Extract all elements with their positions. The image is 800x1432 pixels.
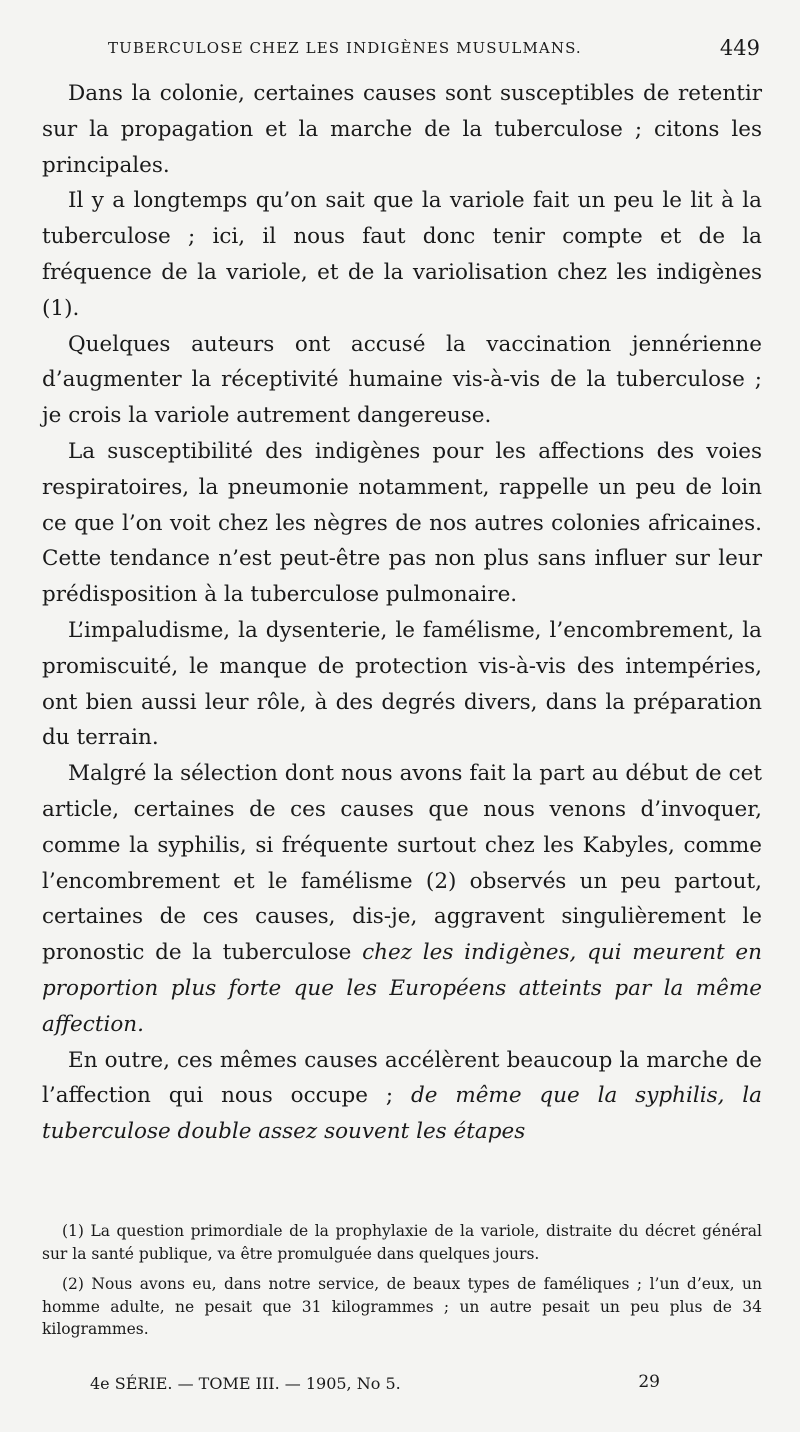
paragraph-1-text: Dans la colonie, certaines causes sont susceptibles de retentir sur la propagation et la marche de la tuberculose ; citons les principales. — [42, 81, 762, 178]
paragraph-2 — [42, 183, 762, 326]
paragraph-3-text: Quelques auteurs ont accusé la vaccination jennérienne d’augmenter la réceptivité humaine vis-à-vis de la tuberculose ; je crois la variole autrement dangereuse. — [42, 331, 762, 429]
body-text — [42, 76, 762, 1150]
paragraph-4 — [42, 434, 762, 613]
paragraph-6-text: Malgré la sélection dont nous avons fait la part au début de cet article, certaines de ces causes que nous venons d’invoquer, comme la syphilis, si fréquente surtout chez les Kabyles, comme l’encombrement et le famélisme (2) observés un peu partout, certaines de ces causes, dis-je, aggravent singulièrement le pronostic de la tuberculose — [42, 761, 762, 966]
paragraph-7-text: En outre, ces mêmes causes accélèrent beaucoup la marche de l’affection qui nous occupe ; — [42, 1047, 762, 1109]
paragraph-6-emphasis: chez les indigènes, qui meurent en proportion plus forte que les Européens atteints par la même affection. — [42, 940, 762, 1037]
running-head — [108, 36, 768, 76]
footnote-1: (1) La question primordiale de la prophylaxie de la variole, distraite du décret général sur la santé publique, va être promulguée dans quelques jours. — [42, 1222, 762, 1263]
paragraph-5 — [42, 613, 762, 756]
paragraph-7-emphasis: de même que la syphilis, la tuberculose double assez souvent les étapes — [42, 1083, 762, 1145]
paragraph-5-text: L’impaludisme, la dysenterie, le famélisme, l’encombrement, la promiscuité, le manque de protection vis-à-vis des intempéries, ont bien aussi leur rôle, à des degrés divers, dans la préparation du terrain. — [42, 617, 762, 751]
paragraph-1 — [42, 76, 762, 183]
paragraph-3 — [42, 327, 762, 434]
series-info: 4e SÉRIE. — TOME III. — 1905, No 5. — [90, 1374, 401, 1393]
signature-number: 29 — [638, 1372, 660, 1392]
footnote-2: (2) Nous avons eu, dans notre service, de beaux types de faméliques ; l’un d’eux, un homme adulte, ne pesait que 31 kilogrammes ; un autre pesait un peu plus de 34 kilogrammes. — [42, 1275, 762, 1338]
page-number: 449 — [719, 36, 760, 60]
paragraph-2-text: Il y a longtemps qu’on sait que la variole fait un peu le lit à la tuberculose ; ici, il nous faut donc tenir compte et de la fréquence de la variole, et de la variolisation chez les indigènes (1). — [42, 188, 762, 321]
paragraph-7 — [42, 1043, 762, 1150]
signature-line — [90, 1374, 660, 1404]
footnotes — [42, 1220, 762, 1349]
running-title: TUBERCULOSE CHEZ LES INDIGÈNES MUSULMANS. — [108, 39, 582, 57]
paragraph-4-text: La susceptibilité des indigènes pour les affections des voies respiratoires, la pneumonie notamment, rappelle un peu de loin ce que l’on voit chez les nègres de nos autres colonies africaines. Cette tendance n’est peut-être pas non plus sans influer sur leur prédisposition à la tuberculose pulmonaire. — [42, 438, 762, 608]
paragraph-6 — [42, 756, 762, 1042]
